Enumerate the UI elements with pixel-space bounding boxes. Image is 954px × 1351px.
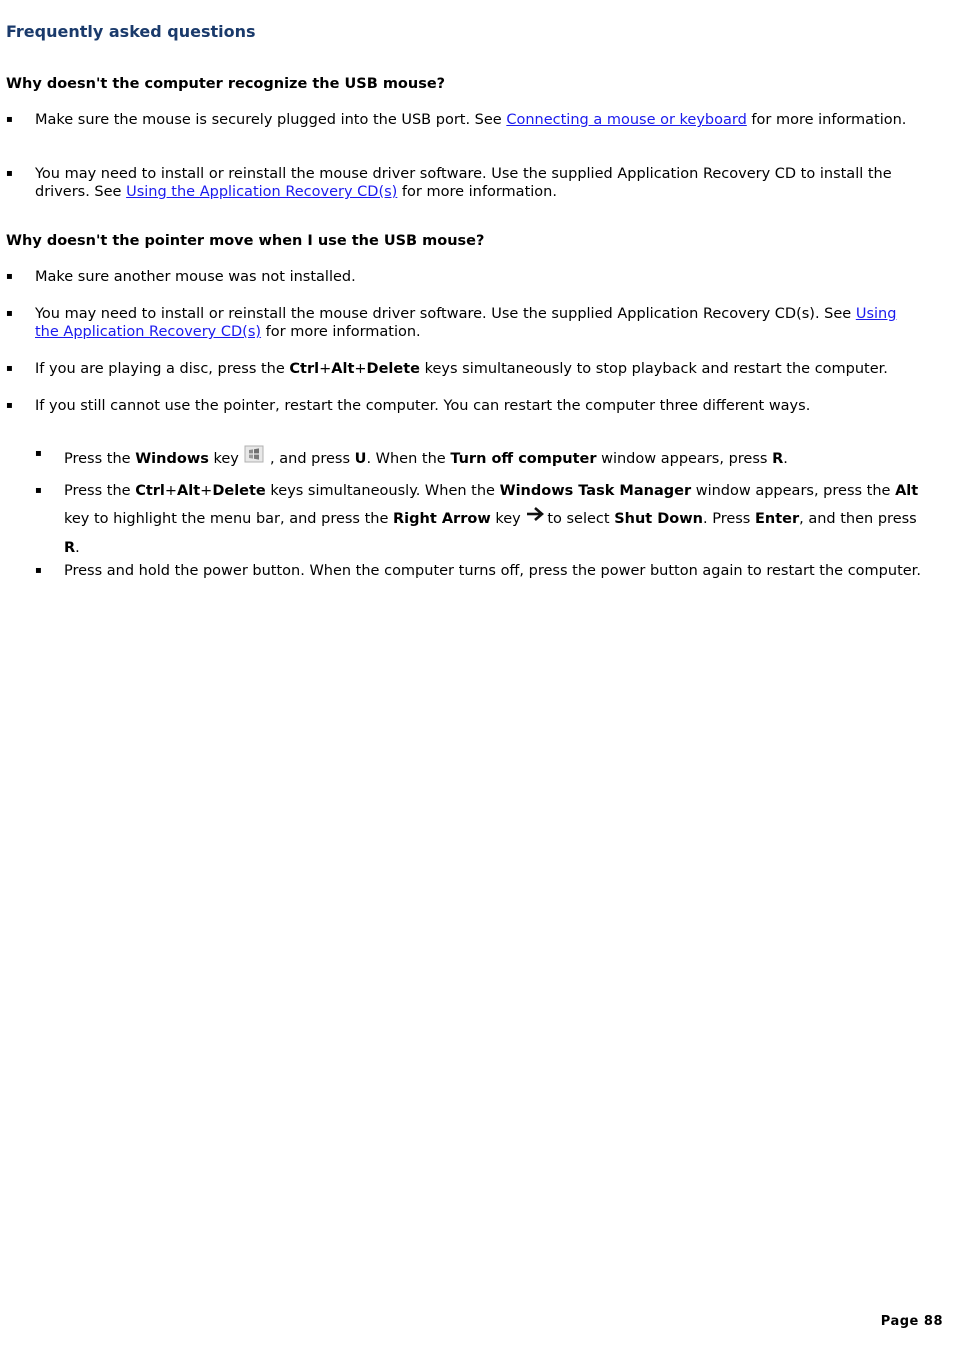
sub-list-item: ▪ Press the Ctrl+Alt+Delete keys simultaneously. When the Windows Task Manager window appears, press the Alt key to highlight the menu bar, and press the Right Arrow key to select Shut Down. Press Enter, and then press R. bbox=[35, 483, 919, 556]
link-application-recovery-cd[interactable]: Using the Application Recovery CD(s) bbox=[35, 306, 897, 340]
page-number: Page 88 bbox=[880, 1314, 943, 1329]
list-item: ▪ If you still cannot use the pointer, restart the computer. You can restart the computer three different ways. bbox=[6, 398, 811, 414]
list-item: ▪ If you are playing a disc, press the Ctrl+Alt+Delete keys simultaneously to stop playback and restart the computer. bbox=[6, 361, 888, 377]
bullet: ▪ bbox=[35, 485, 42, 496]
bullet: ▪ bbox=[6, 400, 13, 411]
question-heading: Why doesn't the pointer move when I use the USB mouse? bbox=[6, 233, 485, 249]
list-item: ▪ Make sure another mouse was not installed. bbox=[6, 269, 356, 285]
list-item: ▪ You may need to install or reinstall the mouse driver software. Use the supplied Application Recovery CD(s). See Using the Application Recovery CD(s) for more information. bbox=[6, 306, 897, 340]
link-connecting-mouse-keyboard[interactable]: Connecting a mouse or keyboard bbox=[506, 112, 747, 128]
sub-list-item: ▪ Press the Windows key , and press U. When the Turn off computer window appears, press R. bbox=[35, 445, 921, 470]
list-item: ▪ You may need to install or reinstall the mouse driver software. Use the supplied Application Recovery CD to install the drivers. See Using the Application Recovery CD(s) for more information. bbox=[6, 166, 892, 200]
windows-key-icon bbox=[243, 445, 265, 470]
sub-list-item: ▪ Press and hold the power button. When the computer turns off, press the power button again to restart the computer. bbox=[35, 563, 921, 579]
bullet: ▪ bbox=[35, 565, 42, 576]
question-heading: Why doesn't the computer recognize the USB mouse? bbox=[6, 76, 446, 92]
right-arrow-icon bbox=[525, 505, 547, 535]
bullet: ▪ bbox=[6, 114, 13, 125]
bullet: ▪ bbox=[6, 271, 13, 282]
bullet: ▪ bbox=[6, 168, 13, 179]
bullet: ▪ bbox=[6, 308, 13, 319]
list-item: ▪ Make sure the mouse is securely plugged into the USB port. See Connecting a mouse or keyboard for more information. bbox=[6, 112, 907, 128]
link-application-recovery-cd[interactable]: Using the Application Recovery CD(s) bbox=[126, 184, 398, 200]
bullet: ▪ bbox=[6, 363, 13, 374]
page-title: Frequently asked questions bbox=[6, 22, 256, 41]
bullet: ▪ bbox=[35, 448, 42, 459]
